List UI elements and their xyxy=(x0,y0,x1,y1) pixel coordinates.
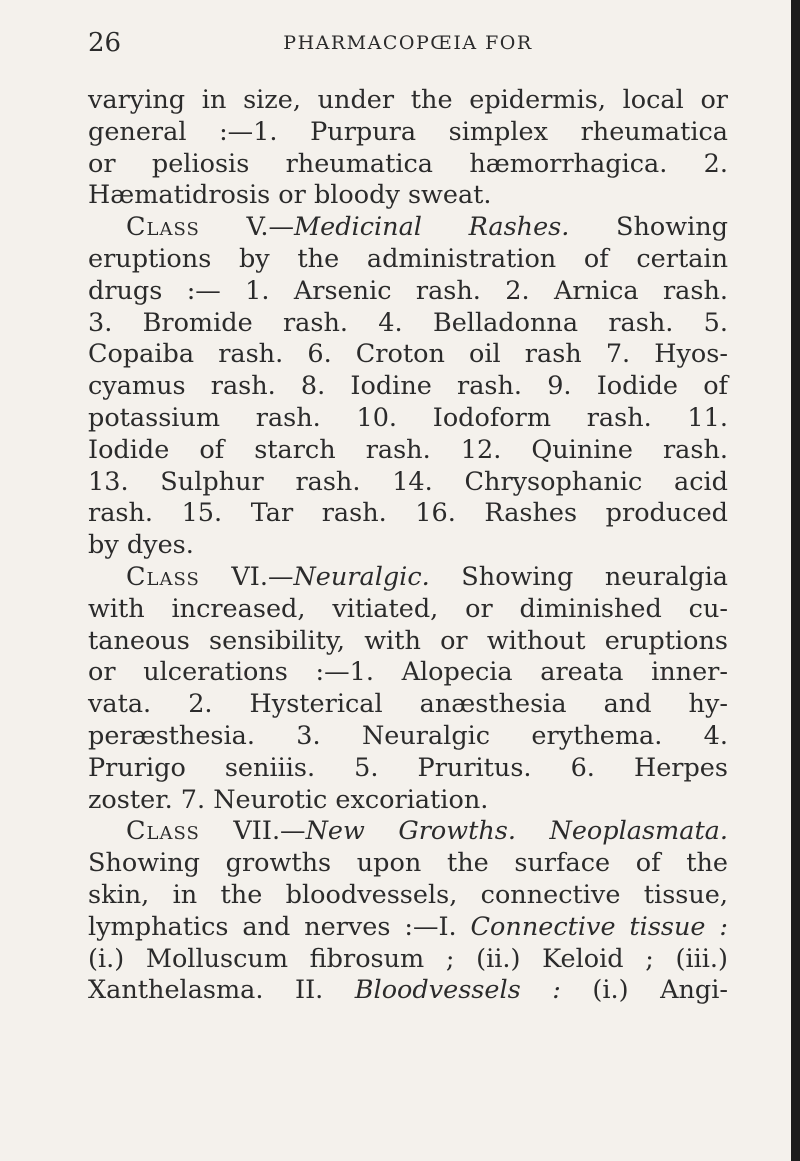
text-segment: Xanthelasma. II. xyxy=(88,975,355,1006)
class-heading: Class xyxy=(126,816,200,847)
text-line: vata. 2. Hysterical anæsthesia and hy- xyxy=(88,689,728,720)
class-title: Neuralgic. xyxy=(293,561,430,592)
text-segment: Showing xyxy=(569,212,728,243)
paragraph-continuation xyxy=(88,85,728,212)
text-line: taneous sensibility, with or without eruptions xyxy=(88,625,728,656)
text-line: with increased, vitiated, or diminished cu- xyxy=(88,593,728,624)
text-line: 3. Bromide rash. 4. Belladonna rash. 5. xyxy=(88,307,728,338)
text-line: peræsthesia. 3. Neuralgic erythema. 4. xyxy=(88,720,728,751)
text-line xyxy=(88,212,728,244)
text-line: skin, in the bloodvessels, connective tissue, xyxy=(88,879,728,910)
text-line: Iodide of starch rash. 12. Quinine rash. xyxy=(88,434,728,465)
text-line xyxy=(88,562,728,594)
text-line: Copaiba rash. 6. Croton oil rash 7. Hyos- xyxy=(88,339,728,370)
page-number: 26 xyxy=(88,28,122,58)
text-line: drugs :— 1. Arsenic rash. 2. Arnica rash. xyxy=(88,275,728,306)
text-line: varying in size, under the epidermis, local or xyxy=(88,85,728,115)
text-line xyxy=(88,816,728,848)
paragraph-class-v xyxy=(88,212,728,562)
text-line: zoster. 7. Neurotic excoriation. xyxy=(88,784,489,815)
text-line: Prurigo seniiis. 5. Pruritus. 6. Herpes xyxy=(88,752,728,783)
page-header xyxy=(88,28,728,58)
class-heading: Class xyxy=(126,561,200,592)
text-line: eruptions by the administration of certain xyxy=(88,243,728,274)
text-line: Showing growths upon the surface of the xyxy=(88,848,728,879)
book-gutter-edge xyxy=(791,0,800,1161)
text-segment: lymphatics and nerves :—I. xyxy=(88,911,471,942)
class-title: Medicinal Rashes. xyxy=(294,212,570,243)
text-line: cyamus rash. 8. Iodine rash. 9. Iodide of xyxy=(88,371,728,402)
text-line: or peliosis rheumatica hæmorrhagica. 2. xyxy=(88,148,728,179)
text-line: rash. 15. Tar rash. 16. Rashes produced xyxy=(88,498,728,529)
class-number: VI.— xyxy=(199,561,294,592)
text-line: potassium rash. 10. Iodoform rash. 11. xyxy=(88,402,728,433)
text-line: or ulcerations :—1. Alopecia areata inner- xyxy=(88,657,728,688)
text-line: Hæmatidrosis or bloody sweat. xyxy=(88,180,492,211)
class-heading: Class xyxy=(126,212,200,243)
paragraph-class-vii xyxy=(88,816,728,1007)
text-segment: Showing neuralgia xyxy=(429,561,729,592)
subheading: Connective tissue : xyxy=(470,911,728,942)
body-text xyxy=(88,85,728,1007)
text-line: general :—1. Purpura simplex rheumatica xyxy=(88,116,728,147)
text-segment: (i.) Angi- xyxy=(560,975,728,1006)
text-line: by dyes. xyxy=(88,530,194,561)
class-title: New Growths. Neoplasmata. xyxy=(305,816,728,847)
class-number: V.— xyxy=(199,212,295,243)
class-number: VII.— xyxy=(199,816,306,847)
text-line xyxy=(88,975,728,1007)
running-head: PHARMACOPŒIA FOR xyxy=(283,32,533,54)
subheading: Bloodvessels : xyxy=(354,975,561,1006)
text-line: 13. Sulphur rash. 14. Chrysophanic acid xyxy=(88,466,728,497)
text-line: (i.) Molluscum fibrosum ; (ii.) Keloid ; (iii.) xyxy=(88,943,728,974)
paragraph-class-vi xyxy=(88,562,728,816)
text-line xyxy=(88,912,728,944)
